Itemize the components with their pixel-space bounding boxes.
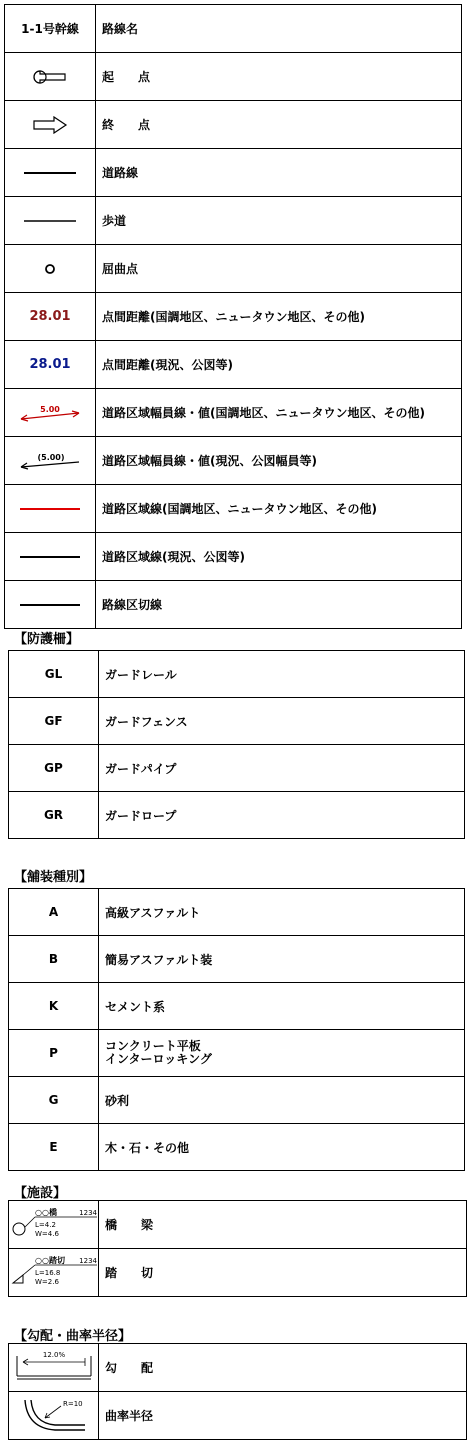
facility-label: 橋 梁 [99, 1201, 467, 1249]
guard-code: GF [9, 698, 99, 745]
guard-label: ガードレール [99, 651, 465, 698]
gradient-row [9, 1344, 467, 1392]
legend-row-boundary-current [5, 533, 462, 581]
crossing-name: ○○踏切 [35, 1255, 65, 1265]
pavement-row [9, 889, 465, 936]
guard-table [8, 650, 465, 839]
bridge-name: ○○橋 [35, 1207, 57, 1217]
pavement-row [9, 936, 465, 983]
pavement-label-line1: コンクリート平板 [105, 1039, 201, 1053]
pavement-code: A [9, 889, 99, 936]
guard-section-title: 【防護柵】 [14, 632, 80, 647]
pavement-row [9, 1030, 465, 1077]
header-row [5, 5, 462, 53]
legend-row-width-survey [5, 389, 462, 437]
start-point-icon [5, 53, 96, 101]
bridge-number: 1234 [79, 1208, 97, 1217]
legend-label: 屈曲点 [96, 245, 462, 293]
guard-row [9, 792, 465, 839]
legend-label: 道路区域幅員線・値(現況、公図幅員等) [96, 437, 462, 485]
guard-label: ガードパイプ [99, 745, 465, 792]
bend-point-icon [5, 245, 96, 293]
legend-label: 道路区域線(国調地区、ニュータウン地区、その他) [96, 485, 462, 533]
facility-row-bridge [9, 1201, 467, 1249]
legend-label: 終 点 [96, 101, 462, 149]
crossing-width: W=2.6 [35, 1277, 59, 1286]
facility-label: 踏 切 [99, 1249, 467, 1297]
legend-row-end [5, 101, 462, 149]
pavement-table [8, 888, 465, 1171]
guard-code: GP [9, 745, 99, 792]
legend-row-road [5, 149, 462, 197]
pavement-row [9, 983, 465, 1030]
legend-label: 点間距離(現況、公図等) [96, 341, 462, 389]
pavement-label: 砂利 [99, 1077, 465, 1124]
section-line-icon [5, 581, 96, 629]
legend-label: 道路線 [96, 149, 462, 197]
route-code-header: 1-1号幹線 [5, 5, 96, 53]
width-line-red-icon [5, 389, 96, 437]
pavement-label [99, 1030, 465, 1077]
gradient-value: 12.0% [42, 1350, 66, 1359]
bridge-symbol [9, 1201, 99, 1249]
end-point-arrow-icon [5, 101, 96, 149]
route-name-header: 路線名 [96, 5, 462, 53]
curvature-label: 曲率半径 [99, 1392, 467, 1440]
curvature-row [9, 1392, 467, 1440]
curvature-symbol [9, 1392, 99, 1440]
pavement-code: E [9, 1124, 99, 1171]
legend-label: 歩道 [96, 197, 462, 245]
legend-label: 路線区切線 [96, 581, 462, 629]
pavement-code: G [9, 1077, 99, 1124]
road-line-icon [5, 149, 96, 197]
main-legend-table [4, 4, 462, 629]
distance-value-red: 28.01 [5, 293, 96, 341]
guard-code: GR [9, 792, 99, 839]
pavement-row [9, 1077, 465, 1124]
pavement-row [9, 1124, 465, 1171]
pavement-label: 高級アスファルト [99, 889, 465, 936]
pavement-label: セメント系 [99, 983, 465, 1030]
guard-label: ガードロープ [99, 792, 465, 839]
legend-row-distance-survey [5, 293, 462, 341]
guard-row [9, 745, 465, 792]
guard-code: GL [9, 651, 99, 698]
pavement-label-line2: インターロッキング [105, 1052, 212, 1066]
guard-label: ガードフェンス [99, 698, 465, 745]
red-boundary-line-icon [5, 485, 96, 533]
legend-row-section [5, 581, 462, 629]
pavement-code: K [9, 983, 99, 1030]
pavement-label: 簡易アスファルト装 [99, 936, 465, 983]
gradient-section-title: 【勾配・曲率半径】 [14, 1329, 132, 1344]
crossing-length: L=16.8 [35, 1268, 61, 1277]
distance-value-blue: 28.01 [5, 341, 96, 389]
legend-label: 起 点 [96, 53, 462, 101]
width-line-black-icon [5, 437, 96, 485]
gradient-table [8, 1343, 467, 1440]
legend-label: 道路区域線(現況、公図等) [96, 533, 462, 581]
legend-row-boundary-survey [5, 485, 462, 533]
curvature-value: R=10 [63, 1399, 83, 1408]
pavement-section-title: 【舗装種別】 [14, 870, 93, 885]
guard-row [9, 651, 465, 698]
legend-label: 道路区域幅員線・値(国調地区、ニュータウン地区、その他) [96, 389, 462, 437]
gradient-label: 勾 配 [99, 1344, 467, 1392]
bridge-width: W=4.6 [35, 1229, 59, 1238]
pavement-code: B [9, 936, 99, 983]
pavement-label: 木・石・その他 [99, 1124, 465, 1171]
pavement-code: P [9, 1030, 99, 1077]
legend-label: 点間距離(国調地区、ニュータウン地区、その他) [96, 293, 462, 341]
width-value-black: (5.00) [37, 452, 65, 462]
crossing-number: 1234 [79, 1256, 97, 1265]
legend-row-start [5, 53, 462, 101]
gradient-symbol [9, 1344, 99, 1392]
legend-row-sidewalk [5, 197, 462, 245]
facility-row-crossing [9, 1249, 467, 1297]
crossing-symbol [9, 1249, 99, 1297]
legend-row-bend [5, 245, 462, 293]
facility-table [8, 1200, 467, 1297]
sidewalk-line-icon [5, 197, 96, 245]
legend-row-distance-current [5, 341, 462, 389]
width-value-red: 5.00 [40, 404, 60, 414]
facility-section-title: 【施設】 [14, 1186, 67, 1201]
bridge-length: L=4.2 [35, 1220, 56, 1229]
boundary-line-icon [5, 533, 96, 581]
legend-row-width-current [5, 437, 462, 485]
guard-row [9, 698, 465, 745]
